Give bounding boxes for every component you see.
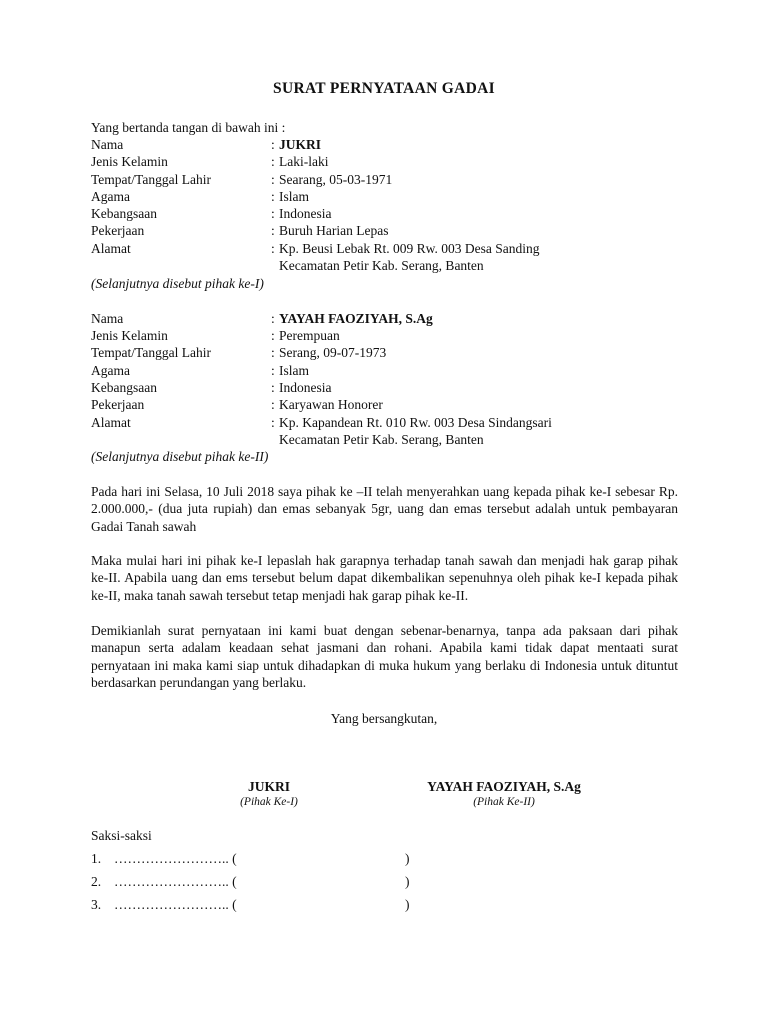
field-separator: : [271,137,275,152]
field-separator: : [271,172,275,187]
address-continuation: Kecamatan Petir Kab. Serang, Banten [279,432,484,447]
field-value: Indonesia [279,380,332,395]
field-value: Laki-laki [279,154,329,169]
field-label: Jenis Kelamin [91,154,168,169]
field-value: Indonesia [279,206,332,221]
field-label: Agama [91,189,130,204]
field-label: Tempat/Tanggal Lahir [91,172,211,187]
witness-dots: …………………….. ( [114,851,237,866]
field-separator: : [271,189,275,204]
witness-number: 3. [91,897,102,912]
field-label: Nama [91,137,124,152]
field-label: Jenis Kelamin [91,328,168,343]
party2-designation: (Selanjutnya disebut pihak ke-II) [91,449,269,464]
signature-name-party1: JUKRI [247,779,290,794]
field-separator: : [271,380,275,395]
field-separator: : [271,241,275,256]
field-label: Kebangsaan [91,206,157,221]
field-label: Agama [91,363,130,378]
signature-role-party2: (Pihak Ke-II) [473,796,535,808]
witness-number: 2. [91,874,102,889]
party1-designation: (Selanjutnya disebut pihak ke-I) [91,276,264,291]
field-value: Perempuan [279,328,340,343]
field-separator: : [271,415,275,430]
field-separator: : [271,328,275,343]
party1-name: JUKRI [279,137,322,152]
signature-name-party2: YAYAH FAOZIYAH, S.Ag [427,779,581,794]
witness-paren-close: ) [405,851,410,866]
field-value: Buruh Harian Lepas [279,223,389,238]
witnesses-heading: Saksi-saksi [91,828,152,843]
witness-paren-close: ) [405,874,410,889]
field-separator: : [271,154,275,169]
field-label: Alamat [91,415,131,430]
field-label: Kebangsaan [91,380,157,395]
field-label: Pekerjaan [91,223,145,238]
field-label: Nama [91,311,124,326]
witness-number: 1. [91,851,102,866]
paragraph-rights: Maka mulai hari ini pihak ke-I lepaslah hak garapnya terhadap tanah sawah dan menjadi hak garap pihak ke-II. Apabila uang dan ems tersebut belum dapat dikembalikan sepenuhnya oleh pihak ke-I kepada pihak ke-II, maka tanah sawah tersebut tetap menjadi hak garap pihak ke-II. [91,553,678,603]
field-separator: : [271,206,275,221]
address-continuation: Kecamatan Petir Kab. Serang, Banten [279,258,484,273]
field-label: Alamat [91,241,131,256]
paragraph-declaration: Demikianlah surat pernyataan ini kami buat dengan sebenar-benarnya, tanpa ada paksaan dari pihak manapun serta adalam keadaan sehat jasmani dan rohani. Apabila kami tidak dapat mentaati surat pernyataan ini maka kami siap untuk dihadapkan di muka hukum yang berlaku di Indonesia untuk dituntut berdasarkan perundangan yang berlaku. [91,623,678,690]
signature-role-party1: (Pihak Ke-I) [240,796,298,808]
field-value: Kp. Kapandean Rt. 010 Rw. 003 Desa Sindangsari [279,415,552,430]
paragraph-handover: Pada hari ini Selasa, 10 Juli 2018 saya pihak ke –II telah menyerahkan uang kepada pihak ke-I sebesar Rp. 2.000.000,- (dua juta rupiah) dan emas sebanyak 5gr, uang dan emas tersebut adalah untuk pembayaran Gadai Tanah sawah [91,484,678,534]
field-separator: : [271,397,275,412]
field-value: Kp. Beusi Lebak Rt. 009 Rw. 003 Desa Sanding [279,241,540,256]
field-value: Islam [279,363,309,378]
field-separator: : [271,345,275,360]
party2-name: YAYAH FAOZIYAH, S.Ag [279,311,433,326]
document-title: SURAT PERNYATAAN GADAI [273,80,495,97]
witness-dots: …………………….. ( [114,874,237,889]
field-value: Karyawan Honorer [279,397,383,412]
field-label: Tempat/Tanggal Lahir [91,345,211,360]
witness-dots: …………………….. ( [114,897,237,912]
field-value: Searang, 05-03-1971 [279,172,393,187]
field-label: Pekerjaan [91,397,145,412]
field-separator: : [271,363,275,378]
field-value: Islam [279,189,309,204]
intro-text: Yang bertanda tangan di bawah ini : [91,120,286,135]
field-value: Serang, 09-07-1973 [279,345,387,360]
witness-paren-close: ) [405,897,410,912]
closing-text: Yang bersangkutan, [330,711,438,726]
field-separator: : [271,223,275,238]
field-separator: : [271,311,275,326]
